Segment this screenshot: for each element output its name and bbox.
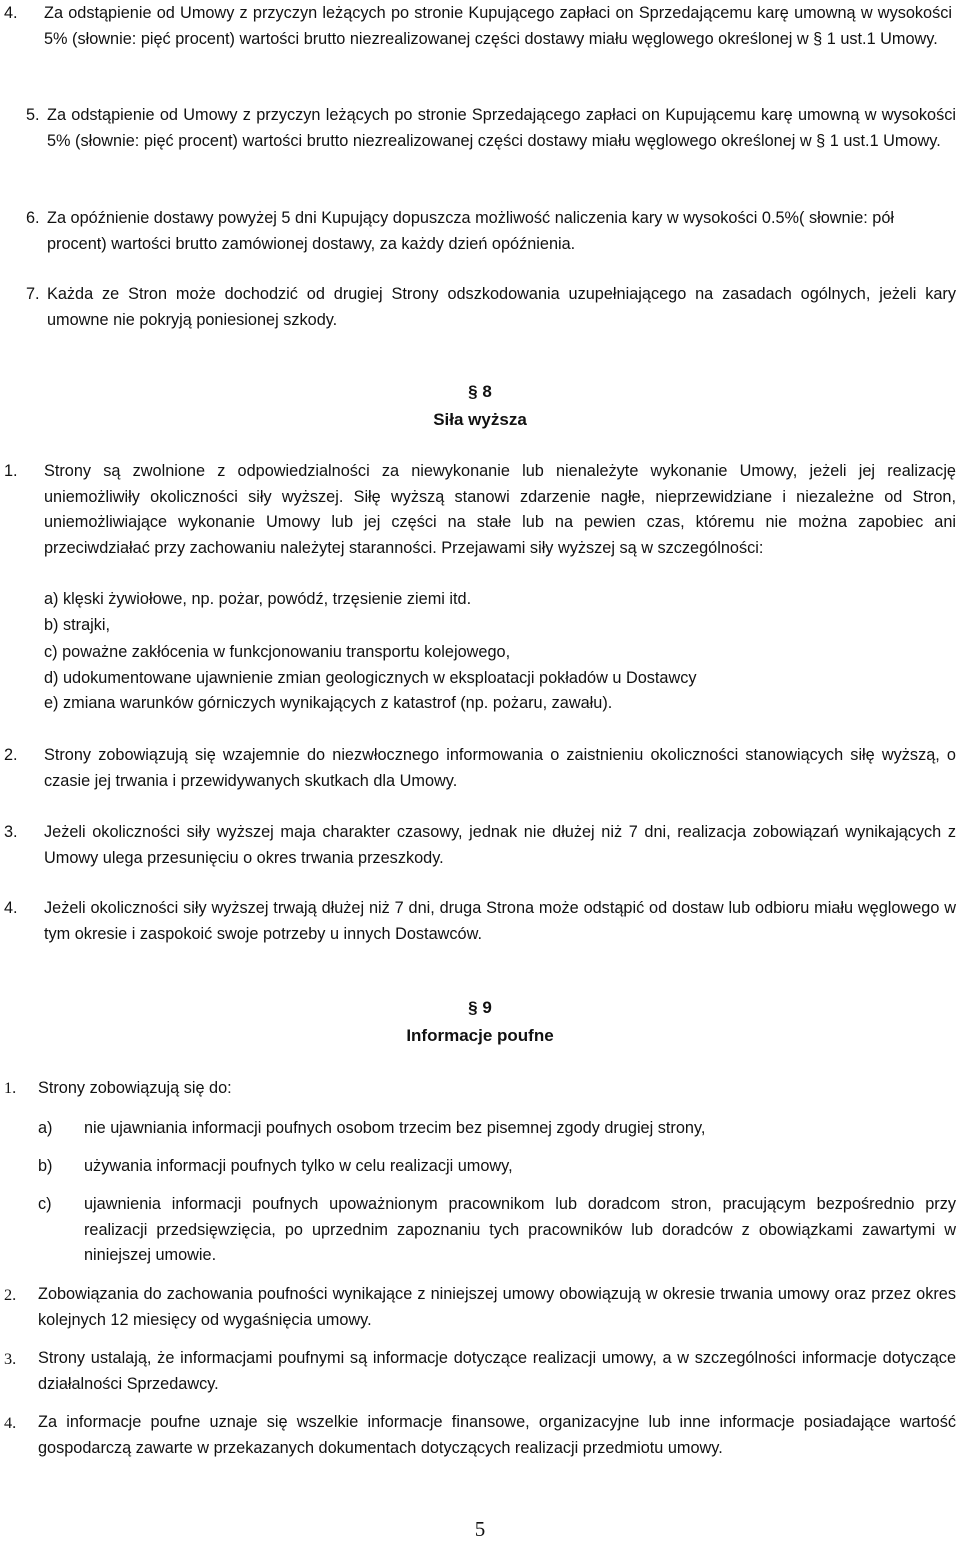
confidential-item-1 bbox=[4, 1075, 954, 1102]
item-text: Każda ze Stron może dochodzić od drugiej Strony odszkodowania uzupełniającego na zasadach ogólnych, jeżeli kary umowne nie pokryją poniesionej szkody. bbox=[47, 285, 956, 329]
item-text: Za odstąpienie od Umowy z przyczyn leżących po stronie Sprzedającego zapłaci on Kupującemu karę umowną w wysokości 5% (słownie: pięć procent) wartości brutto niezrealizowanej części dostawy miału węglowego określonej w § 1 ust.1 Umowy. bbox=[47, 106, 956, 150]
item-number: 2. bbox=[4, 746, 18, 764]
penalty-item-6 bbox=[0, 206, 956, 257]
item-text: Jeżeli okoliczności siły wyższej trwają dłużej niż 7 dni, druga Strona może odstąpić od dostaw lub odbioru miału węglowego w tym okresie i zaspokoić swoje potrzeby u innych Dostawców. bbox=[44, 899, 956, 943]
item-number: 1. bbox=[4, 1078, 17, 1097]
item-number: 6. bbox=[26, 209, 40, 227]
page-number: 5 bbox=[474, 1517, 486, 1541]
item-number: 2. bbox=[4, 1285, 17, 1304]
item-number: 7. bbox=[26, 285, 40, 303]
penalty-item-5 bbox=[0, 103, 956, 154]
item-number: 4. bbox=[4, 899, 18, 917]
force-majeure-item-2 bbox=[0, 743, 956, 794]
subitem-label: c) bbox=[38, 1195, 52, 1213]
force-majeure-example-a: a) klęski żywiołowe, np. pożar, powódź, trzęsienie ziemi itd. bbox=[44, 590, 472, 608]
item-number: 3. bbox=[4, 823, 18, 841]
item-text: Strony zobowiązują się do: bbox=[38, 1079, 232, 1097]
item-number: 4. bbox=[4, 4, 18, 22]
item-number: 1. bbox=[4, 462, 18, 480]
section-8-symbol: § 8 bbox=[468, 382, 492, 401]
force-majeure-item-3 bbox=[0, 820, 956, 871]
confidential-subitem-b bbox=[0, 1154, 956, 1180]
item-number: 3. bbox=[4, 1349, 17, 1368]
item-number: 4. bbox=[4, 1413, 17, 1432]
item-text: Zobowiązania do zachowania poufności wynikające z niniejszej umowy obowiązują w okresie trwania umowy oraz przez okres kolejnych 12 miesięcy od wygaśnięcia umowy. bbox=[38, 1285, 956, 1329]
confidential-item-2 bbox=[0, 1282, 956, 1333]
item-text: Strony ustalają, że informacjami poufnymi są informacje dotyczące realizacji umowy, a w szczególności informacje dotyczące działalności Sprzedawcy. bbox=[38, 1349, 956, 1393]
item-text: Za opóźnienie dostawy powyżej 5 dni Kupujący dopuszcza możliwość naliczenia kary w wysokości 0.5%( słownie: pół procent) wartości brutto zamówionej dostawy, za każdy dzień opóźnienia. bbox=[47, 209, 895, 253]
force-majeure-item-1 bbox=[0, 459, 956, 561]
subitem-label: b) bbox=[38, 1157, 53, 1175]
force-majeure-item-4 bbox=[0, 896, 956, 947]
penalty-item-7 bbox=[0, 282, 956, 333]
section-8-title: Siła wyższa bbox=[433, 410, 527, 429]
item-text: Strony są zwolnione z odpowiedzialności za niewykonanie lub nienależyte wykonanie Umowy, jeżeli jej realizację uniemożliwiły okoliczności siły wyższej. Siłę wyższą stanowi zdarzenie nagłe, nieprzewidziane i niezależne od Stron, uniemożliwiające wykonanie Umowy lub jej części na stałe lub na pewien czas, któremu nie można zapobiec ani przeciwdziałać przy zachowaniu należytej staranności. Przejawami siły wyższej są w szczególności: bbox=[44, 462, 956, 557]
force-majeure-example-d: d) udokumentowane ujawnienie zmian geologicznych w eksploatacji pokładów u Dostawcy bbox=[44, 669, 697, 687]
force-majeure-example-c: c) poważne zakłócenia w funkcjonowaniu transportu kolejowego, bbox=[44, 643, 511, 661]
subitem-text: ujawnienia informacji poufnych upoważnionym pracownikom lub doradcom stron, pracującym bezpośrednio przy realizacji przedsięwzięcia, po uprzednim zapoznaniu tych pracowników lub doradców z obowiązkami zawartymi w niniejszej umowie. bbox=[84, 1195, 956, 1264]
item-text: Jeżeli okoliczności siły wyższej maja charakter czasowy, jednak nie dłużej niż 7 dni, realizacja zobowiązań wynikających z Umowy ulega przesunięciu o okres trwania przeszkody. bbox=[44, 823, 956, 867]
item-text: Za informacje poufne uznaje się wszelkie informacje finansowe, organizacyjne lub inne informacje posiadające wartość gospodarczą zawarte w przekazanych dokumentach dotyczących realizacji przedmiotu umowy. bbox=[38, 1413, 956, 1457]
section-9-symbol: § 9 bbox=[468, 998, 492, 1017]
confidential-subitem-a bbox=[0, 1116, 956, 1142]
subitem-label: a) bbox=[38, 1119, 53, 1137]
force-majeure-example-e: e) zmiana warunków górniczych wynikających z katastrof (np. pożaru, zawału). bbox=[44, 694, 613, 712]
section-9-title: Informacje poufne bbox=[406, 1026, 554, 1045]
confidential-item-3 bbox=[0, 1346, 956, 1397]
confidential-item-4 bbox=[0, 1410, 956, 1461]
subitem-text: używania informacji poufnych tylko w celu realizacji umowy, bbox=[84, 1157, 513, 1175]
force-majeure-example-b: b) strajki, bbox=[44, 616, 111, 634]
item-text: Za odstąpienie od Umowy z przyczyn leżących po stronie Kupującego zapłaci on Sprzedającemu karę umowną w wysokości 5% (słownie: pięć procent) wartości brutto niezrealizowanej części dostawy miału węglowego określonej w § 1 ust.1 Umowy. bbox=[44, 4, 952, 48]
item-number: 5. bbox=[26, 106, 40, 124]
confidential-subitem-c bbox=[0, 1192, 956, 1269]
item-text: Strony zobowiązują się wzajemnie do niezwłocznego informowania o zaistnieniu okoliczności stanowiących siłę wyższą, o czasie jej trwania i przewidywanych skutkach dla Umowy. bbox=[44, 746, 956, 790]
subitem-text: nie ujawniania informacji poufnych osobom trzecim bez pisemnej zgody drugiej strony, bbox=[84, 1119, 706, 1137]
penalty-item-4 bbox=[0, 1, 952, 52]
